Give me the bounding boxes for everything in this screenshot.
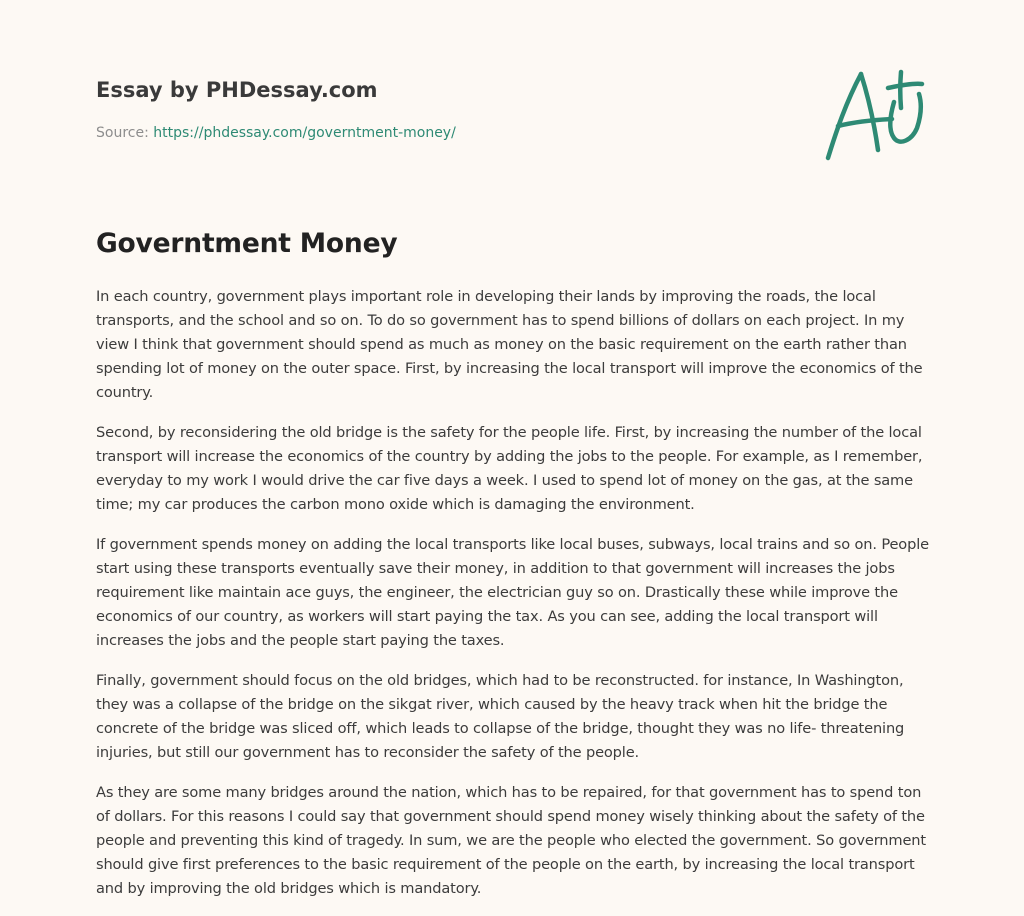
- source-link[interactable]: https://phdessay.com/governtment-money/: [153, 125, 456, 141]
- brand-title: Essay by PHDessay.com: [96, 78, 378, 102]
- essay-paragraph: Second, by reconsidering the old bridge is the safety for the people life. First, by increasing the number of the local transport will increase the economics of the country by adding the jobs to the people. For example, as I remember, everyday to my work I would drive the car five days a week. I used to spend lot of money on the gas, at the same time; my car produces the carbon mono oxide which is damaging the environment.: [96, 424, 923, 513]
- essay-paragraph: If government spends money on adding the local transports like local buses, subways, local trains and so on. People start using these transports eventually save their money, in addition to that government will increases the jobs requirement like maintain ace guys, the engineer, the electrician guy so on. Drastically these while improve the economics of our country, as workers will start paying the tax. As you can see, adding the local transport will increases the jobs and the people start paying the taxes.: [96, 536, 929, 649]
- essay-header: [96, 76, 656, 143]
- essay-paragraph: In each country, government plays important role in developing their lands by improving the roads, the local transports, and the school and so on. To do so government has to spend billions of dollars on each project. In my view I think that government should spend as much as money on the basic requirement on the earth rather than spending lot of money on the outer space. First, by increasing the local transport will improve the economics of the country.: [96, 288, 923, 401]
- source-label: Source:: [96, 125, 149, 141]
- a-plus-grade-icon: [818, 66, 930, 166]
- essay-paragraph: As they are some many bridges around the nation, which has to be repaired, for that government has to spend ton of dollars. For this reasons I could say that government should spend money wisely thinking about the safety of the people and preventing this kind of tragedy. In sum, we are the people who elected the government. So government should give first preferences to the basic requirement of the people on the earth, by increasing the local transport and by improving the old bridges which is mandatory.: [96, 784, 926, 897]
- essay-title: Governtment Money: [96, 228, 398, 259]
- essay-paragraph: Finally, government should focus on the old bridges, which had to be reconstructed. for instance, In Washington, they was a collapse of the bridge on the sikgat river, which caused by the heavy track when hit the bridge the concrete of the bridge was sliced off, which leads to collapse of the bridge, thought they was no life- threatening injuries, but still our government has to reconsider the safety of the people.: [96, 672, 905, 761]
- essay-body: [96, 285, 936, 916]
- source-line: [96, 123, 656, 143]
